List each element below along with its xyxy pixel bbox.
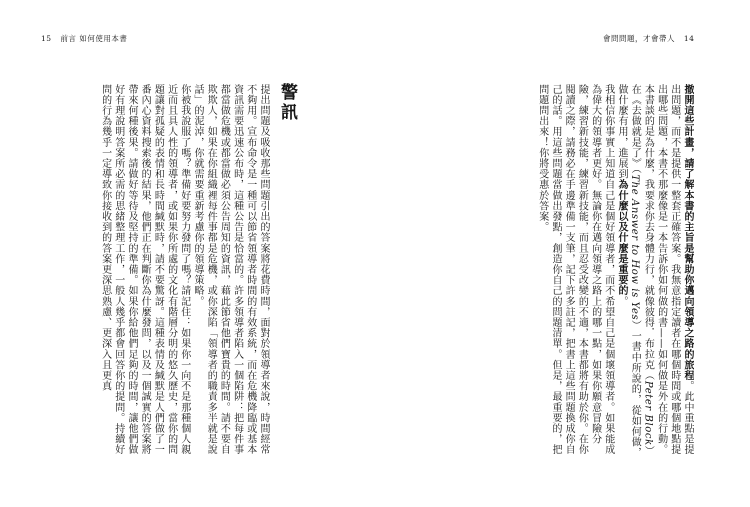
left-page-paragraph-1: 提出問題及吸收那些問題引出的答案將花費時間，面對於領導者來說，時間經常不夠用。宣布命令是一種可以節省領導者時間的有效系統，而在危機降臨或基本資訊需要迅速公布時，這種公告是恰當的。許多領導者陷入一個陷阱：把每件事都當做危機或都當做必須公告周知的資訊，藉此節省他們寶貴的時間。請不要自欺欺人，如果在你組織裡每件事都是危機，或你深陷「領導者的職責多半就是說話」的泥淖，你就需要重新考慮你的領導策略。 xyxy=(191,84,269,455)
author-name-latin-2: Block xyxy=(642,414,654,446)
author-name-latin-1: Peter xyxy=(642,380,654,411)
running-title-left: 前言 如何使用本書 xyxy=(60,34,128,43)
right-page-paragraph-1: 撤開這些計畫，請了解本書的主旨是幫助你邁向領導之路的旅程。此中重點是提出問題，而不是提供一整套正確答案。我無意指定讀者在哪個時間或哪個地點提出哪些問題，本書不那麼像是一本告訴你如何做的書——如何做是外在的行動。本書談的是為什麼，我要求你去身體力行，就像彼得．布拉克（Peter Block）在《去做就是了》（The Answer to How is Yes）一書中所說的，從如何做，做什麼有用，進展到為什麼以及什麼是重要的。 xyxy=(615,84,693,459)
left-page-body xyxy=(58,84,270,464)
section-heading: 警訊 xyxy=(277,83,297,123)
book-title-latin: The Answer to How is Yes xyxy=(629,174,641,321)
running-header-right xyxy=(603,33,694,44)
left-page-paragraph-2: 你被我說服了嗎？準備好要努力發問了嗎？請記住：如果你一向不是那種個人親近而且具人性的領導者，或如果你所處的文化有階層分明的悠久歷史，當你的問題讓對孤疑的表情和長時間緘默時，請不要驚訝。這種表情及緘默是人們做了一番內心資料搜索後的結果，他們正在判斷你為什麼發問，以及一個誠實的答案將帶來何種後果。請做好等待及堅持的準備。如果你給他們足夠的時間，讓他們做好有理說明答案所必需的思緒整理工作，一般人幾乎都會回答你的提問。持續好問的行為幾乎一定導致你接收到的答案更深思熟慮、更深入且更真 xyxy=(99,84,190,455)
right-page-paragraph-2: 我相信你事實上知道自己是個好領導者，而不希望自己是個壞領導者。如果能成為偉大的領導者更好。無論你在邁向領導之路上的哪一點，如果你願意冒險分險，練習新技能，練習新技能，而且忍受改變的不適，本書都將有助於你。在你閱讀之際，請務必在手邊準備一支筆，記下許多註記，把書上這些問題換成你自己的話。用這些問題當做出發點，創造你自己的問題清單。但是，最重要的，把問題問出來！你將受惠於答案。 xyxy=(536,84,614,455)
running-header-left xyxy=(41,33,127,44)
page-number-left: 15 xyxy=(41,34,52,43)
right-page-emphasis-bold: 為什麼以及什麼是重要的 xyxy=(615,179,627,297)
running-title-right: 會問問題，才會帶人 xyxy=(603,34,675,43)
right-page-body xyxy=(492,84,694,464)
page-number-right: 14 xyxy=(683,34,695,43)
right-page-lead-bold: 撤開這些計畫，請了解本書的主旨是幫助你邁向領導之路的旅程 xyxy=(682,84,693,381)
